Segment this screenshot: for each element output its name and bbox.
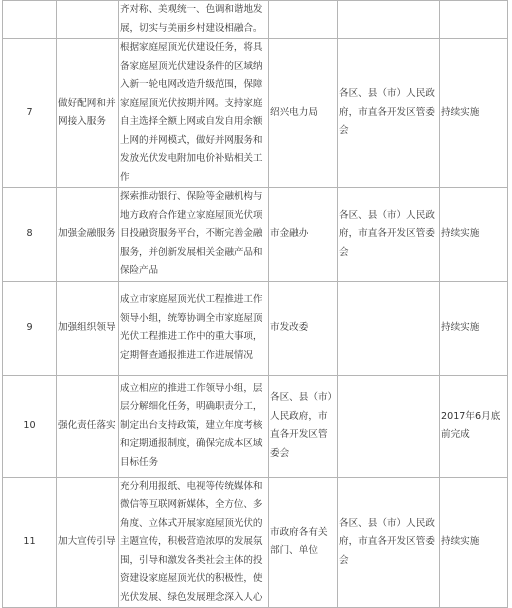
time-limit: 持续实施 (440, 477, 508, 608)
task-content (119, 1, 269, 39)
task-content: 探索推动银行、保险等金融机构与地方政府合作建立家庭屋顶光伏项目投融资服务平台，不断完善金融服务，并创新发展相关金融产品和保险产品 (119, 188, 269, 282)
lead-unit (269, 1, 338, 39)
cooperating-unit (338, 375, 440, 477)
task-name: 加强金融服务 (57, 188, 119, 282)
task-content: 根据家庭屋顶光伏建设任务，将具备家庭屋顶光伏建设条件的区域纳入新一轮电网改造升级范围，保障家庭屋顶光伏按期并网。支持家庭自主选择全额上网或自发自用余额上网的并网模式，做好并网服务和发放光伏发电附加电价补贴相关工作 (119, 39, 269, 188)
time-limit: 2017年6月底前完成 (440, 375, 508, 477)
task-name: 强化责任落实 (57, 375, 119, 477)
task-name: 加强组织领导 (57, 281, 119, 375)
cooperating-unit: 各区、县（市）人民政府，市直各开发区管委会 (338, 477, 440, 608)
row-number: 11 (3, 477, 57, 608)
lead-unit: 绍兴电力局 (269, 39, 338, 188)
table-row (3, 477, 508, 608)
time-limit: 持续实施 (440, 39, 508, 188)
table-row (3, 188, 508, 282)
row-number (3, 1, 57, 39)
task-name (57, 1, 119, 39)
table-row (3, 281, 508, 375)
cooperating-unit (338, 1, 440, 39)
time-limit (440, 1, 508, 39)
task-content: 成立市家庭屋顶光伏工程推进工作领导小组，统筹协调全市家庭屋顶光伏工程推进工作中的重大事项，定期督查通报推进工作进展情况 (119, 281, 269, 375)
table-row (3, 39, 508, 188)
task-content-text: 齐对称、美观统一、色调和谐地发展，切实与美丽乡村建设相融合。 (120, 4, 263, 34)
row-number: 9 (3, 281, 57, 375)
table-row (3, 1, 508, 39)
lead-unit: 市发改委 (269, 281, 338, 375)
lead-unit: 各区、县（市）人民政府，市直各开发区管委会 (269, 375, 338, 477)
task-content: 充分利用报纸、电视等传统媒体和微信等互联网新媒体，全方位、多角度、立体式开展家庭屋顶光伏的主题宣传，积极营造浓厚的发展氛围，引导和激发各类社会主体的投资建设家庭屋顶光伏的积极性，使光伏发展、绿色发展理念深入人心 (119, 477, 269, 608)
task-table (2, 0, 508, 608)
row-number: 10 (3, 375, 57, 477)
row-number: 8 (3, 188, 57, 282)
time-limit: 持续实施 (440, 188, 508, 282)
cooperating-unit: 各区、县（市）人民政府，市直各开发区管委会 (338, 188, 440, 282)
lead-unit: 市政府各有关部门、单位 (269, 477, 338, 608)
cooperating-unit (338, 281, 440, 375)
lead-unit: 市金融办 (269, 188, 338, 282)
table-row (3, 375, 508, 477)
task-name: 做好配网和并网接入服务 (57, 39, 119, 188)
time-limit: 持续实施 (440, 281, 508, 375)
task-name: 加大宣传引导 (57, 477, 119, 608)
task-content: 成立相应的推进工作领导小组，层层分解细化任务，明确职责分工，制定出台支持政策，建立年度考核和定期通报制度，确保完成本区域目标任务 (119, 375, 269, 477)
cooperating-unit: 各区、县（市）人民政府，市直各开发区管委会 (338, 39, 440, 188)
row-number: 7 (3, 39, 57, 188)
